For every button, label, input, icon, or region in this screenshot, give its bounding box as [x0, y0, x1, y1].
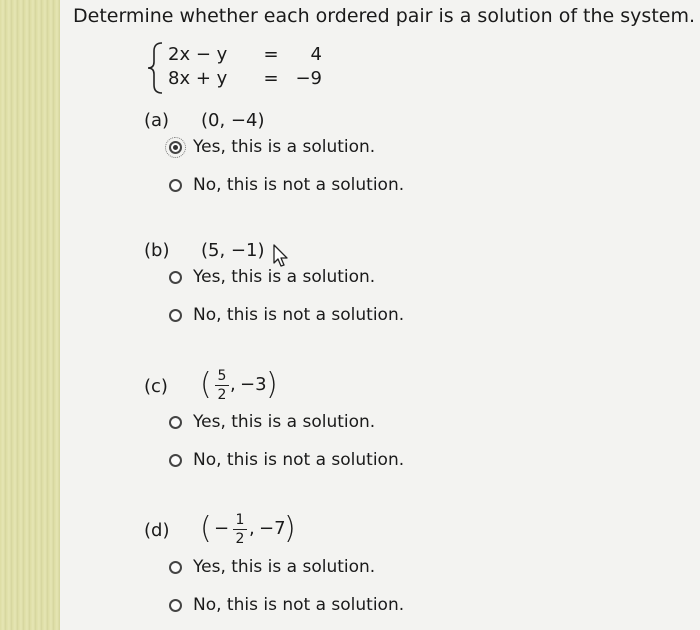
question-panel [60, 0, 700, 630]
equation-2 [168, 68, 322, 89]
option-label: No, this is not a solution. [193, 450, 405, 470]
mouse-pointer-icon [272, 243, 292, 269]
part-a-option-yes[interactable] [169, 135, 375, 159]
part-c-pair [200, 365, 300, 409]
left-brace-icon [146, 40, 166, 96]
part-c-label: (c) [144, 376, 168, 397]
equation-1-lhs: 2x − y [168, 44, 228, 65]
part-a-pair: (0, −4) [201, 110, 265, 131]
radio-empty-icon[interactable] [169, 561, 182, 574]
option-label: Yes, this is a solution. [193, 267, 376, 287]
question-title: Determine whether each ordered pair is a solution of the system. [73, 5, 696, 27]
close-paren: ) [284, 511, 296, 546]
close-paren: ) [266, 367, 278, 402]
open-paren: ( [200, 511, 212, 546]
fraction-bar [215, 385, 229, 386]
negative-sign: − [214, 518, 230, 539]
radio-empty-icon[interactable] [169, 271, 182, 284]
option-label: No, this is not a solution. [193, 305, 405, 325]
fraction [214, 368, 230, 403]
part-d-label: (d) [144, 520, 170, 541]
part-d-option-yes[interactable] [169, 555, 375, 579]
equation-2-lhs: 8x + y [168, 68, 228, 89]
pair-second-value: −3 [240, 374, 267, 395]
part-d-pair [200, 509, 320, 553]
equation-system [146, 40, 326, 100]
option-label: No, this is not a solution. [193, 595, 405, 615]
equation-2-rel: = [263, 68, 279, 89]
option-label: Yes, this is a solution. [193, 557, 376, 577]
option-label: No, this is not a solution. [193, 175, 405, 195]
pair-second-value: −7 [259, 518, 286, 539]
part-c-option-no[interactable] [169, 448, 404, 472]
left-edge-strip [0, 0, 60, 630]
fraction [232, 512, 248, 547]
part-b-option-no[interactable] [169, 303, 404, 327]
part-b-label: (b) [144, 240, 170, 261]
fraction-numerator: 5 [217, 368, 227, 384]
fraction-denominator: 2 [235, 531, 245, 547]
part-a-option-no[interactable] [169, 173, 404, 197]
part-b-pair: (5, −1) [201, 240, 265, 261]
part-a-label: (a) [144, 110, 170, 131]
option-label: Yes, this is a solution. [193, 137, 376, 157]
radio-empty-icon[interactable] [169, 179, 182, 192]
radio-empty-icon[interactable] [169, 309, 182, 322]
equation-2-rhs: −9 [295, 68, 322, 89]
option-label: Yes, this is a solution. [193, 412, 376, 432]
radio-empty-icon[interactable] [169, 599, 182, 612]
pair-separator: , [249, 518, 255, 539]
equation-1-rhs: 4 [310, 44, 322, 65]
fraction-numerator: 1 [235, 512, 245, 528]
part-c-option-yes[interactable] [169, 410, 375, 434]
equation-1-rel: = [263, 44, 279, 65]
radio-selected-icon[interactable] [169, 141, 182, 154]
pair-separator: , [230, 374, 236, 395]
part-d-option-no[interactable] [169, 593, 404, 617]
fraction-denominator: 2 [217, 387, 227, 403]
radio-empty-icon[interactable] [169, 454, 182, 467]
fraction-bar [233, 529, 247, 530]
radio-empty-icon[interactable] [169, 416, 182, 429]
equation-1 [168, 44, 322, 65]
open-paren: ( [200, 367, 212, 402]
